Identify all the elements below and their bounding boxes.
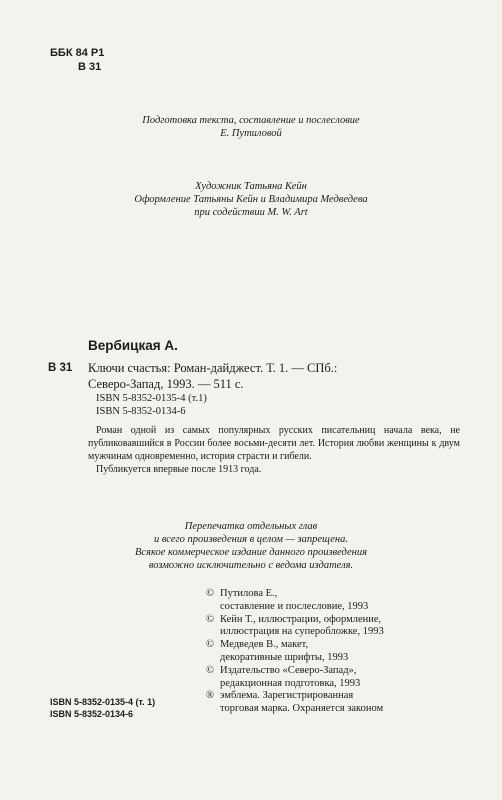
catalog-author: Вербицкая А. bbox=[88, 338, 178, 353]
copyright-line: составление и послесловие, 1993 bbox=[220, 600, 369, 612]
bbk-author-code: В 31 bbox=[78, 61, 102, 73]
bbk-code: ББК 84 Р1 bbox=[50, 47, 105, 59]
catalog-title-line: Северо-Запад, 1993. — 511 с. bbox=[88, 377, 244, 391]
copyright-line: торговая марка. Охраняется законом bbox=[220, 703, 384, 715]
copyright-symbol: © bbox=[206, 613, 214, 625]
reprint-notice bbox=[0, 520, 502, 572]
copyright-entry bbox=[206, 614, 384, 640]
artist-credit: Художник Татьяна Кейн bbox=[195, 181, 307, 192]
isbn-set: ISBN 5-8352-0134-6 bbox=[96, 406, 186, 417]
isbn-imprint-line: ISBN 5-8352-0135-4 (т. 1) bbox=[50, 697, 156, 707]
registered-symbol: ® bbox=[206, 690, 214, 702]
catalog-isbn bbox=[96, 392, 207, 418]
design-credit: Оформление Татьяны Кейн и Владимира Медведева bbox=[134, 194, 368, 205]
reprint-line: возможно исключительно с ведома издателя. bbox=[148, 560, 354, 571]
copyright-line: иллюстрация на суперобложке, 1993 bbox=[220, 626, 384, 638]
copyright-line: Издательство «Северо-Запад», bbox=[220, 664, 357, 676]
annotation-publication-note: Публикуется впервые после 1913 года. bbox=[96, 464, 262, 475]
reprint-line: и всего произведения в целом — запрещена. bbox=[154, 534, 348, 545]
copyright-entry bbox=[206, 588, 384, 614]
copyright-symbol: © bbox=[206, 588, 214, 599]
copyright-list bbox=[206, 588, 384, 716]
copyright-line: редакционная подготовка, 1993 bbox=[220, 677, 361, 689]
preparation-credit-name: Е. Путиловой bbox=[220, 128, 282, 139]
preparation-credit: Подготовка текста, составление и послесловие bbox=[142, 115, 360, 126]
isbn-imprint-line: ISBN 5-8352-0134-6 bbox=[50, 709, 134, 719]
copyright-entry bbox=[206, 639, 384, 665]
copyright-line: Кейн Т., иллюстрации, оформление, bbox=[220, 613, 382, 625]
reprint-line: Всякое коммерческое издание данного произведения bbox=[135, 547, 367, 558]
copyright-symbol: © bbox=[206, 664, 214, 676]
catalog-title bbox=[88, 360, 337, 392]
reprint-line: Перепечатка отдельных глав bbox=[184, 521, 318, 532]
book-annotation bbox=[88, 424, 460, 476]
isbn-imprint bbox=[50, 696, 155, 720]
catalog-bib-code: В 31 bbox=[48, 362, 73, 374]
isbn-volume: ISBN 5-8352-0135-4 (т.1) bbox=[96, 393, 207, 404]
copyright-line: эмблема. Зарегистрированная bbox=[220, 690, 354, 702]
copyright-entry bbox=[206, 665, 384, 691]
annotation-text: Роман одной из самых популярных русских писательниц начала века, не публиковавшийся в России более восьми-десяти лет. История любви женщины к двум мужчинам одновременно, история страсти и гибели. bbox=[88, 425, 460, 462]
catalog-title-line: Ключи счастья: Роман-дайджест. Т. 1. — СПб.: bbox=[88, 361, 338, 375]
copyright-line: Путилова Е., bbox=[220, 588, 278, 599]
assistance-credit: при содействии M. W. Art bbox=[194, 207, 308, 218]
bbk-classification bbox=[50, 46, 104, 74]
copyright-line: декоративные шрифты, 1993 bbox=[220, 651, 349, 663]
copyright-symbol: © bbox=[206, 639, 214, 651]
copyright-entry bbox=[206, 690, 384, 716]
copyright-line: Медведев В., макет, bbox=[220, 639, 309, 651]
